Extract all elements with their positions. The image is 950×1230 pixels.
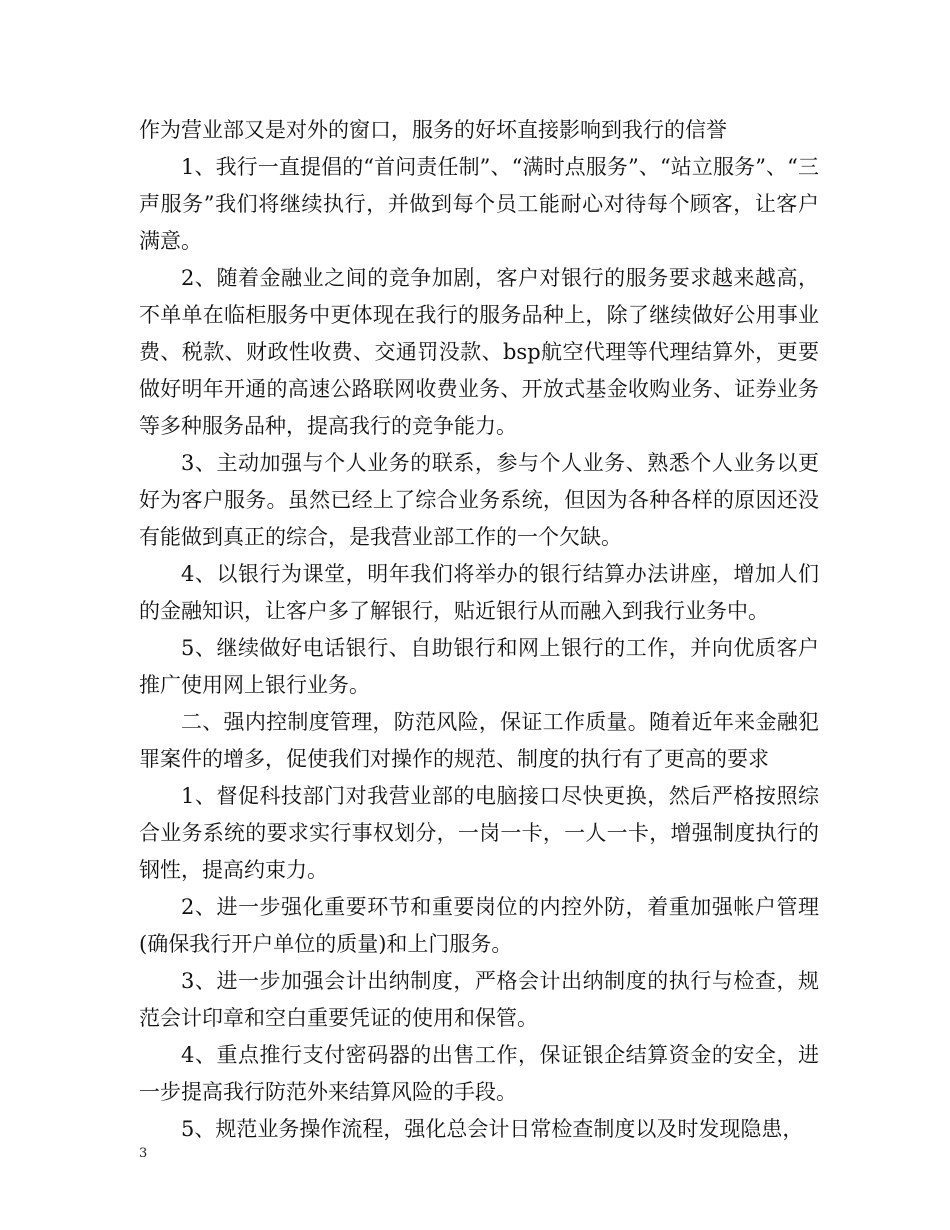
paragraph-control-item-4: 4、重点推行支付密码器的出售工作，保证银企结算资金的安全，进一步提高我行防范外来结算风险的手段。 xyxy=(139,1043,819,1104)
paragraph-service-item-3: 3、主动加强与个人业务的联系，参与个人业务、熟悉个人业务以更好为客户服务。虽然已经上了综合业务系统，但因为各种各样的原因还没有能做到真正的综合，是我营业部工作的一个欠缺。 xyxy=(139,451,819,549)
paragraph-service-item-1: 1、我行一直提倡的“首问责任制”、“满时点服务”、“站立服务”、“三声服务”我们将继续执行，并做到每个员工能耐心对待每个顾客，让客户满意。 xyxy=(139,155,819,253)
document-body xyxy=(139,112,819,1148)
paragraph-service-item-5: 5、继续做好电话银行、自助银行和网上银行的工作，并向优质客户推广使用网上银行业务。 xyxy=(139,636,819,697)
paragraph-control-item-3: 3、进一步加强会计出纳制度，严格会计出纳制度的执行与检查，规范会计印章和空白重要凭证的使用和保管。 xyxy=(139,969,819,1030)
paragraph-intro: 作为营业部又是对外的窗口，服务的好坏直接影响到我行的信誉 xyxy=(139,118,727,142)
paragraph-service-item-4: 4、以银行为课堂，明年我们将举办的银行结算办法讲座，增加人们的金融知识，让客户多了解银行，贴近银行从而融入到我行业务中。 xyxy=(139,562,819,623)
paragraph-control-item-5: 5、规范业务操作流程，强化总会计日常检查制度以及时发现隐患， xyxy=(181,1117,804,1141)
paragraph-control-item-2: 2、进一步强化重要环节和重要岗位的内控外防，着重加强帐户管理(确保我行开户单位的质量)和上门服务。 xyxy=(139,895,819,956)
paragraph-control-item-1: 1、督促科技部门对我营业部的电脑接口尽快更换，然后严格按照综合业务系统的要求实行事权划分，一岗一卡，一人一卡，增强制度执行的钢性，提高约束力。 xyxy=(139,784,819,882)
paragraph-service-item-2: 2、随着金融业之间的竞争加剧，客户对银行的服务要求越来越高，不单单在临柜服务中更体现在我行的服务品种上，除了继续做好公用事业费、税款、财政性收费、交通罚没款、bsp航空代理等代理结算外，更要做好明年开通的高速公路联网收费业务、开放式基金收购业务、证券业务等多种服务品种，提高我行的竞争能力。 xyxy=(139,266,819,438)
paragraph-section-heading-2: 二、强内控制度管理，防范风险，保证工作质量。随着近年来金融犯罪案件的增多，促使我们对操作的规范、制度的执行有了更高的要求 xyxy=(139,710,819,771)
page-number: 3 xyxy=(139,1146,148,1161)
